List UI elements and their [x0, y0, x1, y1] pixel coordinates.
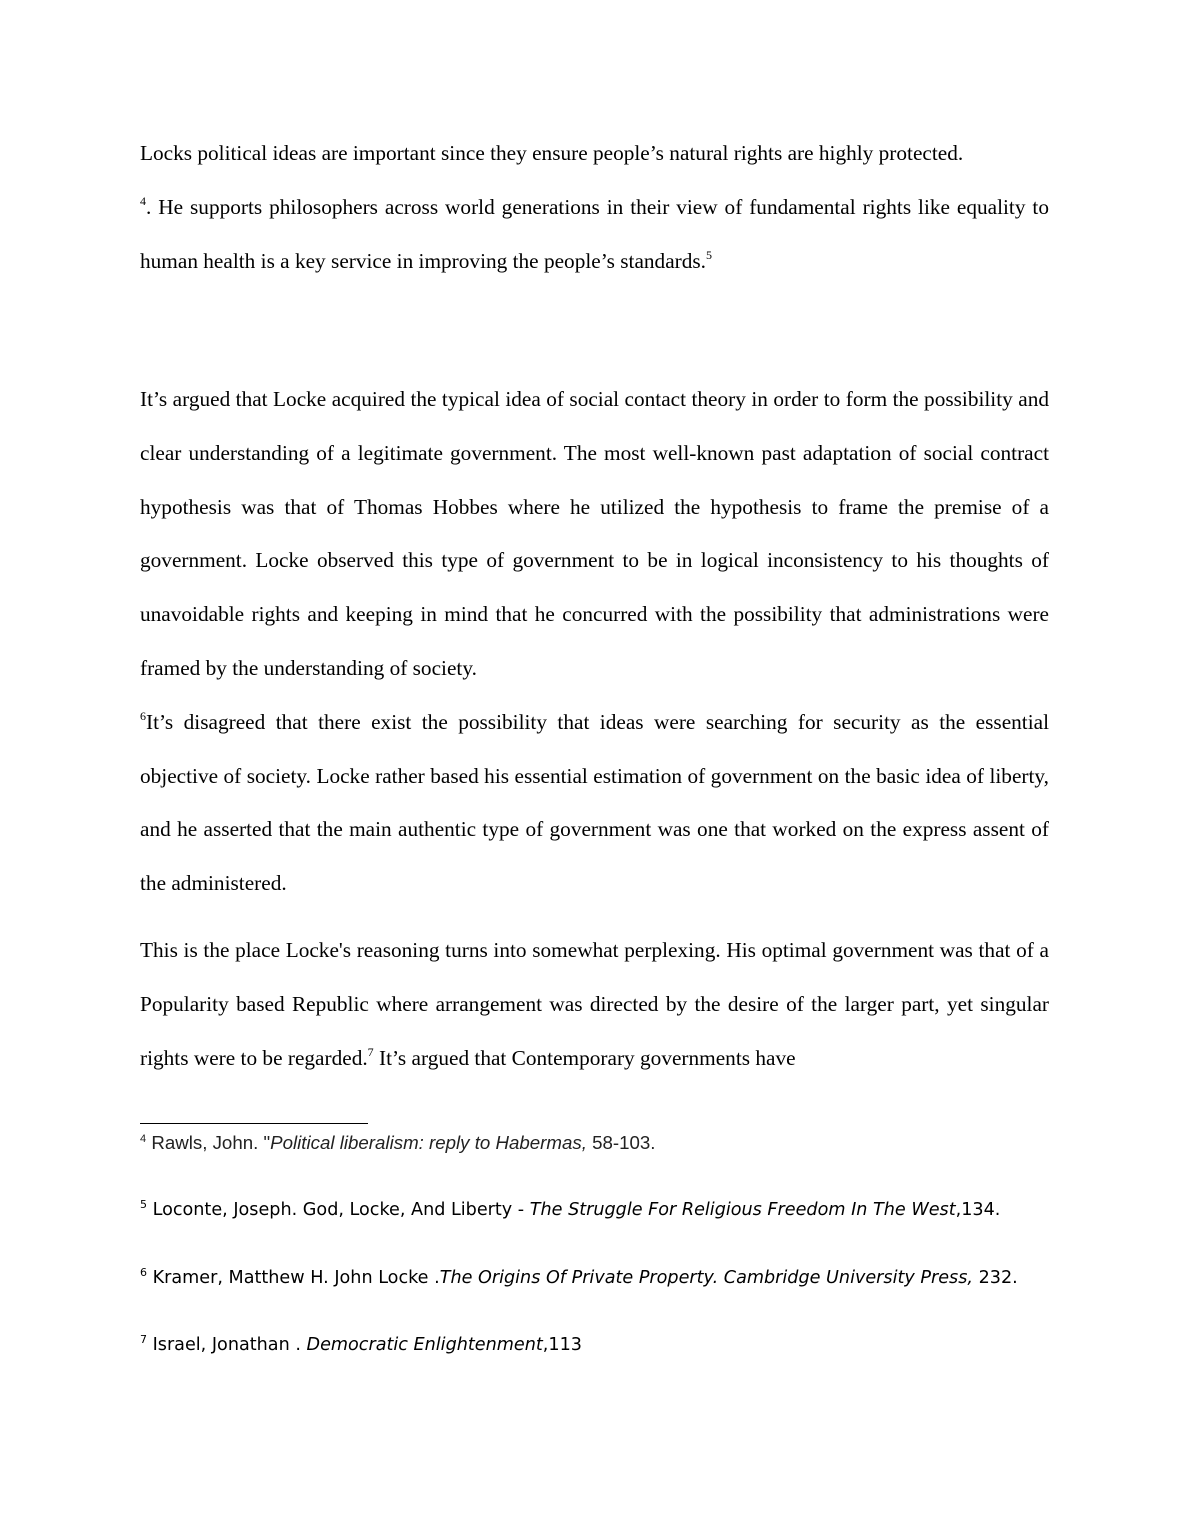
footnote-6-lead: Kramer, Matthew H. John Locke . — [147, 1268, 440, 1288]
footnote-7-lead: Israel, Jonathan . — [147, 1335, 307, 1355]
footnote-4 — [140, 1131, 1049, 1155]
paragraph-1-text-a: Locks political ideas are important since they ensure people’s natural rights are highly protected. — [140, 141, 964, 165]
footnote-6 — [140, 1266, 1049, 1290]
footnote-7-tail: ,113 — [542, 1335, 582, 1355]
footnote-5 — [140, 1198, 1049, 1222]
paragraph-1 — [140, 127, 1049, 288]
footnote-ref-5[interactable]: 5 — [706, 247, 712, 262]
footnote-ref-4[interactable]: 4 — [140, 193, 146, 208]
paragraph-3-text-b: It’s argued that Contemporary governments have — [373, 1045, 796, 1070]
footnote-5-tail: ,134. — [955, 1200, 1001, 1220]
paragraph-2-text-a: It’s argued that Locke acquired the typical idea of social contact theory in order to form the possibility and clear understanding of a legitimate government. The most well-known past adaptation of social contract hypothesis was that of Thomas Hobbes where he utilized the hypothesis to frame the premise of a government. Locke observed this type of government to be in logical inconsistency to his thoughts of unavoidable rights and keeping in mind that he concurred with the possibility that administrations were framed by the understanding of society. — [140, 387, 1049, 680]
footnote-7-title: Democratic Enlightenment — [306, 1335, 543, 1355]
footnote-4-lead: Rawls, John. " — [146, 1132, 271, 1153]
paragraph-3-text-a: This is the place Locke's reasoning turns into somewhat perplexing. His optimal government was that of a Popularity based Republic where arrangement was directed by the desire of the larger part, yet singular rights were to be regarded. — [140, 938, 1049, 1070]
footnote-ref-6[interactable]: 6 — [140, 708, 146, 723]
footnote-separator — [140, 1123, 368, 1124]
paragraph-3 — [140, 924, 1049, 1085]
footnote-6-number: 6 — [140, 1266, 147, 1279]
footnote-7-number: 7 — [140, 1333, 147, 1346]
paragraph-2-text-b: It’s disagreed that there exist the possibility that ideas were searching for security as the essential objective of society. Locke rather based his essential estimation of government on the basic idea of liberty, and he asserted that the main authentic type of government was one that worked on the express assent of the administered. — [140, 709, 1049, 896]
paragraph-2 — [140, 373, 1049, 911]
footnote-5-number: 5 — [140, 1198, 147, 1211]
footnote-5-title: The Struggle For Religious Freedom In The West — [529, 1200, 956, 1220]
footnote-4-tail: 58-103. — [586, 1132, 656, 1153]
footnote-5-lead: Loconte, Joseph. God, Locke, And Liberty - — [147, 1200, 530, 1220]
footnote-6-tail: 232. — [972, 1268, 1018, 1288]
paragraph-1-text-b: . He supports philosophers across world generations in their view of fundamental rights like equality to human health is a key service in improving the people’s standards. — [140, 194, 1049, 273]
footnote-6-title: The Origins Of Private Property. Cambridge University Press, — [439, 1268, 973, 1288]
footnote-4-title: Political liberalism: reply to Habermas, — [270, 1132, 587, 1153]
footnote-ref-7[interactable]: 7 — [367, 1044, 374, 1059]
footnote-7 — [140, 1333, 1049, 1357]
footnote-4-number: 4 — [140, 1133, 147, 1145]
